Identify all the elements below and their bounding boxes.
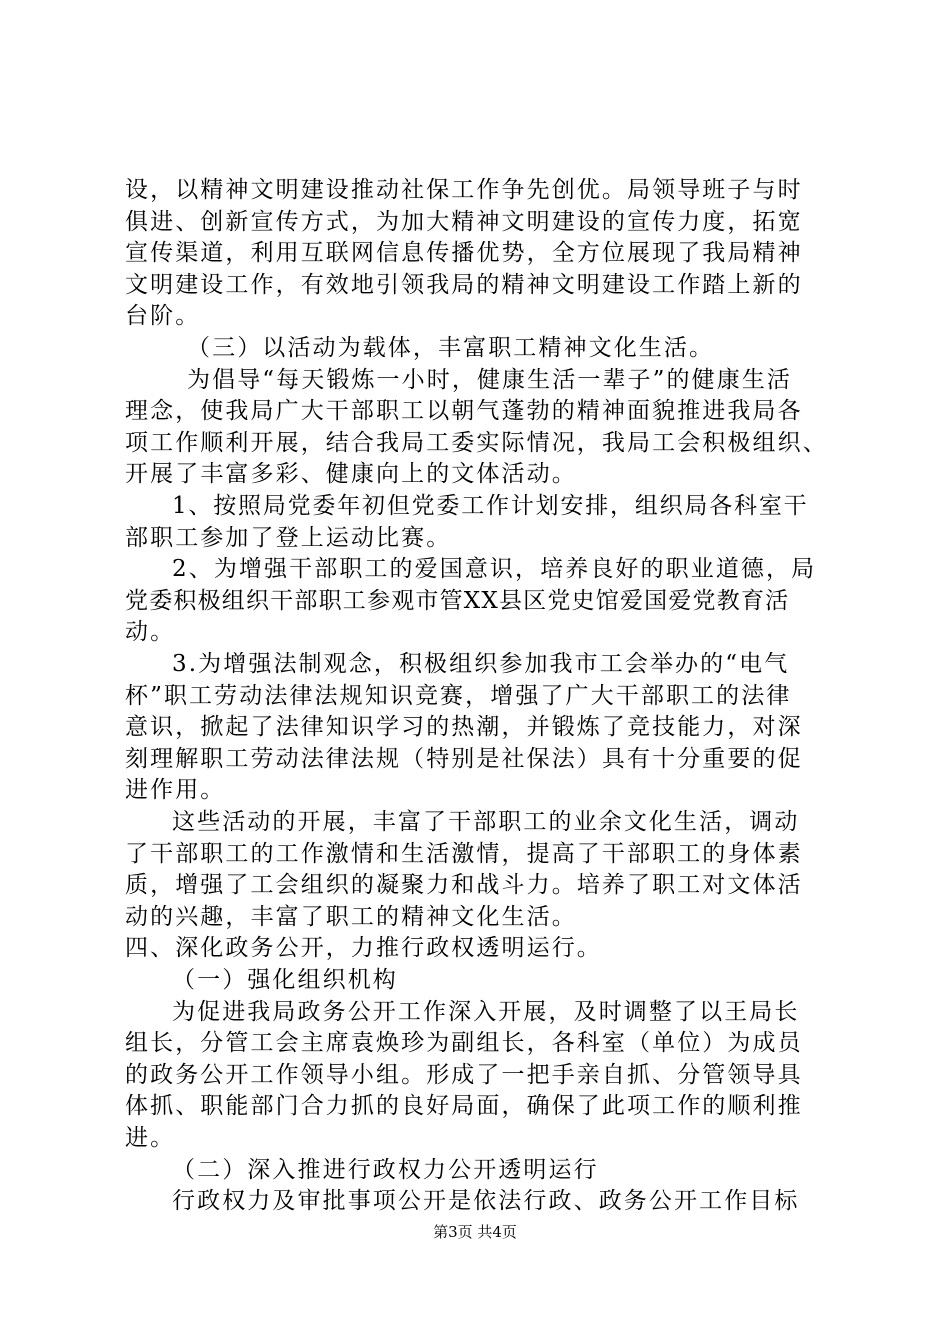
paragraph-line: 开展了丰富多彩、健康向上的文体活动。 (125, 461, 577, 488)
paragraph-line: 文明建设工作，有效地引领我局的精神文明建设工作踏上新的 (125, 271, 803, 298)
paragraph-line: （三）以活动为载体，丰富职工精神文化生活。 (187, 335, 715, 361)
paragraph-line: 的政务公开工作领导小组。形成了一把手亲自抓、分管领导具 (125, 1061, 803, 1088)
paragraph-line: （一）强化组织机构 (172, 967, 398, 993)
paragraph-line: 设，以精神文明建设推动社保工作争先创优。局领导班子与时 (125, 177, 803, 203)
paragraph-line: 动。 (125, 619, 176, 646)
paragraph-line: 四、深化政务公开，力推行政权透明运行。 (125, 935, 602, 962)
paragraph-line: 进作用。 (125, 777, 226, 804)
paragraph-line: 体抓、职能部门合力抓的良好局面，确保了此项工作的顺利推 (125, 1093, 803, 1120)
paragraph-line: 质，增强了工会组织的凝聚力和战斗力。培养了职工对文体活 (125, 872, 803, 899)
paragraph-line: 1、按照局党委年初但党委工作计划安排，组织局各科室干 (172, 493, 809, 519)
paragraph-line: 3.为增强法制观念，积极组织参加我市工会举办的“电气 (172, 651, 790, 677)
paragraph-line: 行政权力及审批事项公开是依法行政、政务公开工作目标 (172, 1188, 800, 1215)
paragraph-line: 刻理解职工劳动法律法规（特别是社保法）具有十分重要的促 (125, 745, 803, 772)
paragraph-line: 杯”职工劳动法律法规知识竞赛，增强了广大干部职工的法律 (125, 682, 792, 709)
paragraph-line: 2、为增强干部职工的爱国意识，培养良好的职业道德，局 (172, 556, 817, 583)
paragraph-line: 意识，掀起了法律知识学习的热潮，并锻炼了竞技能力，对深 (125, 714, 803, 741)
paragraph-line: 宣传渠道，利用互联网信息传播优势，全方位展现了我局精神 (125, 240, 803, 267)
page-footer: 第3页 共4页 (433, 1223, 517, 1241)
paragraph-line: 动的兴趣，丰富了职工的精神文化生活。 (125, 903, 577, 930)
paragraph-line: 组长，分管工会主席袁焕珍为副组长，各科室（单位）为成员 (125, 1030, 803, 1057)
paragraph-line: 了干部职工的工作激情和生活激情，提高了干部职工的身体素 (125, 840, 803, 867)
paragraph-line: 党委积极组织干部职工参观市管XX县区党史馆爱国爱党教育活 (125, 587, 790, 614)
paragraph-line: 台阶。 (125, 303, 201, 330)
paragraph-line: 俱进、创新宣传方式，为加大精神文明建设的宣传力度，拓宽 (125, 208, 803, 235)
paragraph-line: 理念，使我局广大干部职工以朝气蓬勃的精神面貌推进我局各 (125, 398, 803, 425)
paragraph-line: 部职工参加了登上运动比赛。 (125, 524, 452, 551)
paragraph-line: 为促进我局政务公开工作深入开展，及时调整了以王局长 (172, 998, 800, 1025)
paragraph-line: 为倡导“每天锻炼一小时，健康生活一辈子”的健康生活 (187, 366, 793, 393)
paragraph-line: （二）深入推进行政权力公开透明运行 (172, 1156, 599, 1183)
paragraph-line: 进。 (125, 1125, 176, 1151)
paragraph-line: 这些活动的开展，丰富了干部职工的业余文化生活，调动 (172, 809, 800, 835)
paragraph-line: 项工作顺利开展，结合我局工委实际情况，我局工会积极组织、 (125, 429, 828, 456)
